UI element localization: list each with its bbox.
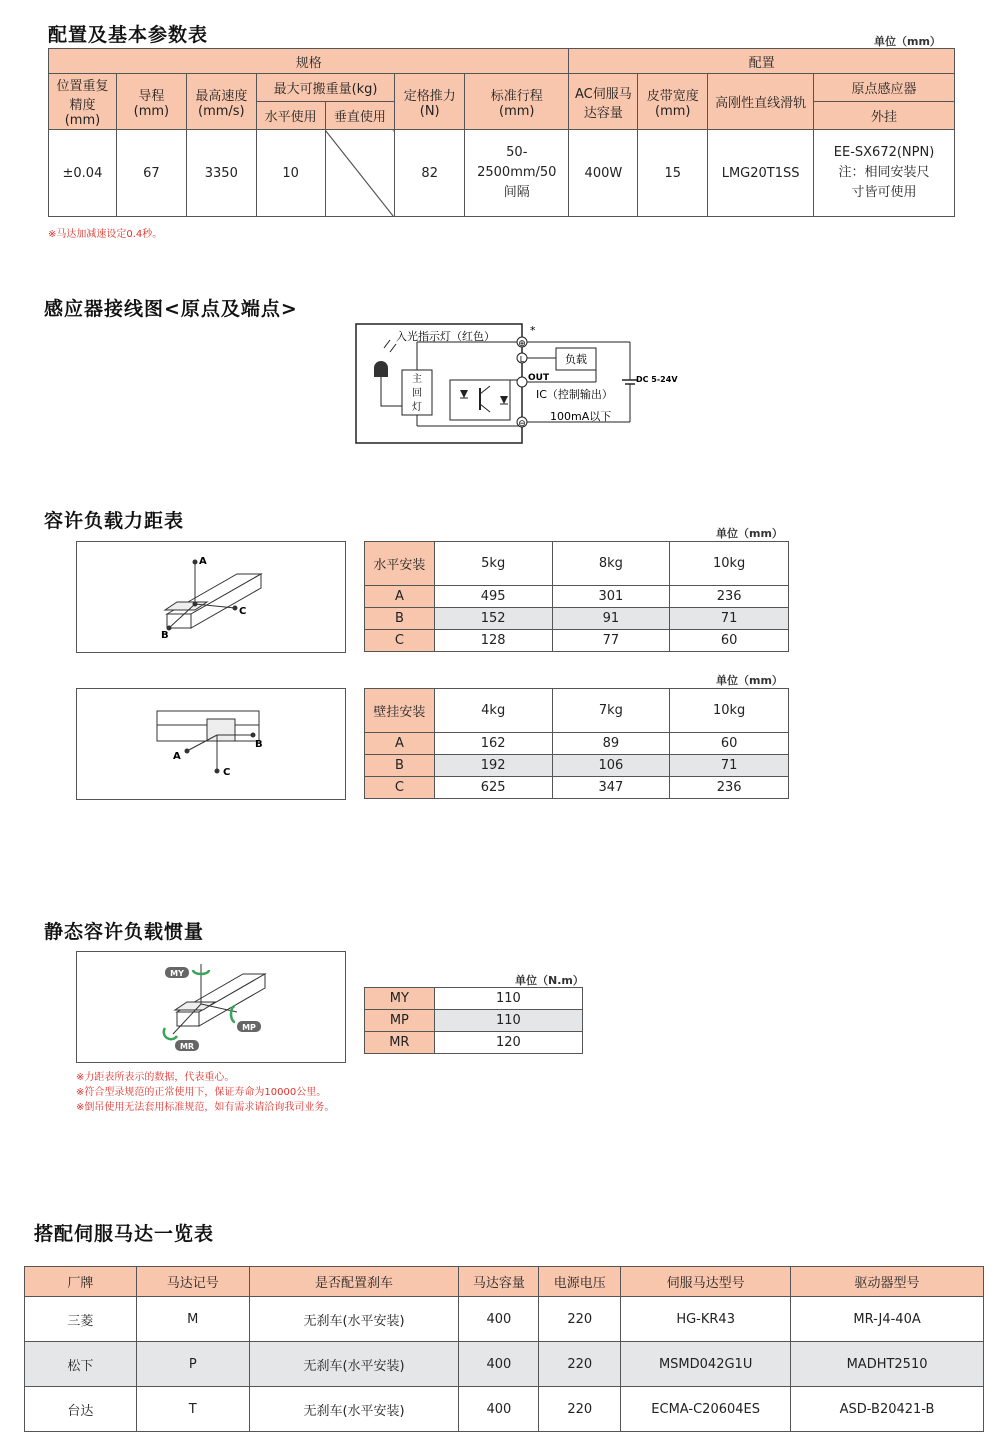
moment-unit-w: 单位（mm） [716, 674, 783, 687]
moment-table-horizontal [364, 541, 789, 652]
val-sensor: EE-SX672(NPN)注：相同安装尺寸皆可使用 [814, 130, 955, 217]
wiring-current: 100mA以下 [550, 410, 612, 423]
col-motor: AC伺服马达容量 [569, 74, 638, 130]
col-speed: 最高速度(mm/s) [186, 74, 256, 130]
svg-text:C: C [239, 606, 247, 617]
val-precision: ±0.04 [49, 130, 117, 217]
inertia-title: 静态容许负载惯量 [44, 921, 205, 943]
val-thrust: 82 [395, 130, 465, 217]
moment-w-header: 壁挂安装 4kg 7kg 10kg [365, 689, 789, 733]
svg-text:*: * [530, 324, 536, 337]
moment-fig-horizontal [76, 541, 346, 653]
table-row: A 162 89 60 [365, 733, 789, 755]
svg-text:灯: 灯 [412, 402, 422, 413]
svg-text:A: A [199, 556, 207, 567]
col-precision: 位置重复精度(mm) [49, 74, 117, 130]
table-row: MR 120 [365, 1032, 583, 1054]
table-row: A 495 301 236 [365, 586, 789, 608]
wiring-dc: DC 5-24V [636, 375, 678, 384]
table-row: MY 110 [365, 988, 583, 1010]
svg-text:C: C [223, 767, 231, 778]
val-belt: 15 [638, 130, 708, 217]
inertia-fig [76, 951, 346, 1063]
table-row: 三菱 M 无刹车(水平安装) 400 220 HG-KR43 MR-J4-40A [25, 1297, 984, 1342]
motors-table [24, 1266, 984, 1432]
col-belt: 皮带宽度(mm) [638, 74, 708, 130]
wiring-diagram [350, 318, 678, 448]
motors-header: 厂牌 马达记号 是否配置刹车 马达容量 电源电压 伺服马达型号 驱动器型号 [25, 1267, 984, 1297]
val-rail: LMG20T1SS [708, 130, 814, 217]
col-rail: 高刚性直线滑轨 [708, 74, 814, 130]
spec-table [48, 48, 955, 217]
svg-text:B: B [161, 630, 169, 641]
spec-unit: 单位（mm） [874, 35, 941, 48]
moment-fig-wall [76, 688, 346, 800]
val-speed: 3350 [186, 130, 256, 217]
svg-text:⊕: ⊕ [518, 339, 526, 349]
val-stroke: 50-2500mm/50间隔 [465, 130, 569, 217]
col-stroke: 标准行程(mm) [465, 74, 569, 130]
config-group-header: 配置 [569, 49, 955, 74]
col-sensor: 原点感应器 [814, 74, 955, 102]
table-row: B 192 106 71 [365, 755, 789, 777]
wiring-led-label: 入光指示灯（红色） [396, 330, 495, 343]
motors-title: 搭配伺服马达一览表 [34, 1223, 215, 1245]
moment-unit-h: 单位（mm） [716, 527, 783, 540]
col-payload-v: 垂直使用 [325, 102, 395, 130]
svg-text:MR: MR [179, 1042, 195, 1051]
inertia-notes: ※力距表所表示的数据，代表重心。 ※符合型录规范的正常使用下，保证寿命为10000公里。 ※倒吊使用无法套用标准规范，如有需求请洽询我司业务。 [76, 1072, 335, 1113]
svg-text:L: L [519, 355, 525, 364]
table-row: C 625 347 236 [365, 777, 789, 799]
rotation-arrow-mp-icon [231, 1006, 235, 1022]
val-lead: 67 [116, 130, 186, 217]
moment-h-header: 水平安装 5kg 8kg 10kg [365, 542, 789, 586]
svg-text:主: 主 [412, 374, 422, 385]
inertia-unit: 单位（N.m） [515, 974, 584, 987]
table-row: 台达 T 无刹车(水平安装) 400 220 ECMA-C20604ES ASD-B20421-B [25, 1387, 984, 1432]
wiring-load: 负载 [565, 353, 587, 366]
val-payload-h: 10 [256, 130, 325, 217]
svg-text:回: 回 [412, 388, 422, 399]
svg-text:MP: MP [242, 1023, 256, 1032]
val-motor: 400W [569, 130, 638, 217]
col-payload: 最大可搬重量(kg) [256, 74, 395, 102]
wiring-title: 感应器接线图<原点及端点> [44, 298, 298, 320]
spec-note: ※马达加减速设定0.4秒。 [48, 229, 163, 240]
col-lead: 导程(mm) [116, 74, 186, 130]
table-row: C 128 77 60 [365, 630, 789, 652]
col-thrust: 定格推力(N) [395, 74, 465, 130]
table-row: MP 110 [365, 1010, 583, 1032]
svg-text:OUT: OUT [528, 373, 550, 383]
svg-text:A: A [173, 751, 181, 762]
spec-group-header: 规格 [49, 49, 569, 74]
val-payload-v-empty [325, 130, 395, 217]
wiring-ic: IC（控制输出） [536, 388, 613, 401]
col-sensor-sub: 外挂 [814, 102, 955, 130]
table-row: 松下 P 无刹车(水平安装) 400 220 MSMD042G1U MADHT2510 [25, 1342, 984, 1387]
spec-title: 配置及基本参数表 [48, 24, 209, 46]
svg-text:B: B [255, 739, 263, 750]
col-payload-h: 水平使用 [256, 102, 325, 130]
moment-table-wall [364, 688, 789, 799]
table-row: B 152 91 71 [365, 608, 789, 630]
rotation-arrow-mr-icon [164, 1028, 177, 1039]
moment-title: 容许负载力距表 [44, 510, 185, 532]
inertia-table [364, 987, 583, 1054]
svg-text:MY: MY [170, 969, 184, 978]
svg-text:⊖: ⊖ [518, 419, 526, 429]
